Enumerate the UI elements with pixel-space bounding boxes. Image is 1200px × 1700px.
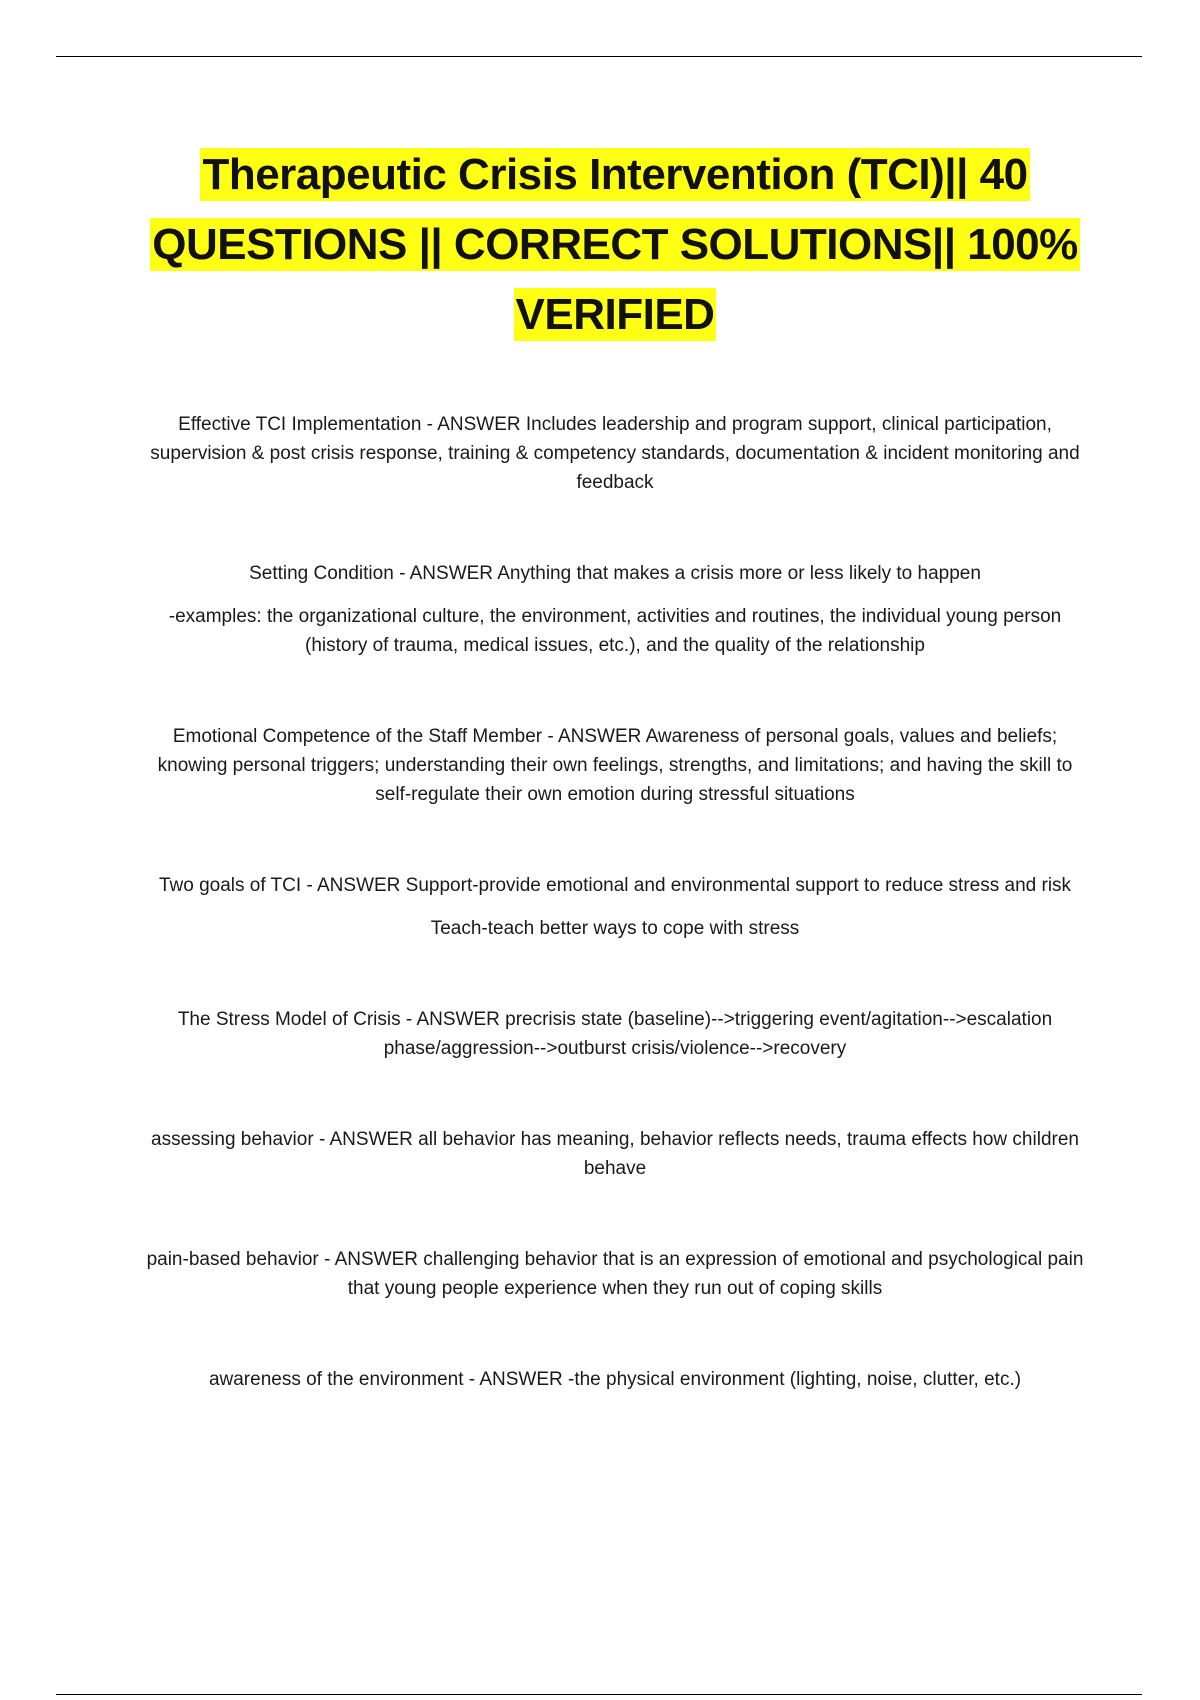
qa-paragraph: -examples: the organizational culture, the environment, activities and routines, the individual young person (history of trauma, medical issues, etc.), and the quality of the relationship bbox=[168, 606, 1062, 656]
qa-entry bbox=[140, 1125, 1090, 1183]
qa-entry bbox=[140, 559, 1090, 660]
qa-paragraph: Two goals of TCI - ANSWER Support-provide emotional and environmental support to reduce stress and risk bbox=[158, 875, 1072, 896]
qa-paragraph: awareness of the environment - ANSWER -the physical environment (lighting, noise, clutter, etc.) bbox=[208, 1369, 1022, 1390]
qa-paragraph: The Stress Model of Crisis - ANSWER precrisis state (baseline)-->triggering event/agitation-->escalation phase/aggression-->outburst crisis/violence-->recovery bbox=[177, 1009, 1053, 1059]
qa-paragraph: assessing behavior - ANSWER all behavior has meaning, behavior reflects needs, trauma effects how children behave bbox=[151, 1129, 1079, 1179]
qa-entry bbox=[140, 871, 1090, 943]
qa-paragraph: Emotional Competence of the Staff Member - ANSWER Awareness of personal goals, values and beliefs; knowing personal triggers; understanding their own feelings, strengths, and limitations; and having the skill to self-regulate their own emotion during stressful situations bbox=[157, 726, 1073, 805]
bottom-rule bbox=[56, 1694, 1142, 1695]
qa-entries bbox=[140, 410, 1090, 1394]
title-highlight: Therapeutic Crisis Intervention (TCI)|| 40 QUESTIONS || CORRECT SOLUTIONS|| 100% VERIFIED bbox=[152, 150, 1078, 339]
qa-paragraph: Setting Condition - ANSWER Anything that makes a crisis more or less likely to happen bbox=[249, 563, 981, 584]
top-rule bbox=[56, 56, 1142, 57]
qa-paragraph: pain-based behavior - ANSWER challenging behavior that is an expression of emotional and psychological pain that young people experience when they run out of coping skills bbox=[146, 1249, 1084, 1299]
qa-paragraph: Effective TCI Implementation - ANSWER Includes leadership and program support, clinical participation, supervision & post crisis response, training & competency standards, documentation & incident monitoring and feedback bbox=[150, 414, 1080, 493]
document-title bbox=[150, 140, 1080, 350]
qa-entry bbox=[140, 722, 1090, 809]
qa-paragraph: Teach-teach better ways to cope with stress bbox=[430, 918, 800, 939]
qa-entry bbox=[140, 1365, 1090, 1394]
qa-entry bbox=[140, 1005, 1090, 1063]
qa-entry bbox=[140, 1245, 1090, 1303]
qa-entry bbox=[140, 410, 1090, 497]
